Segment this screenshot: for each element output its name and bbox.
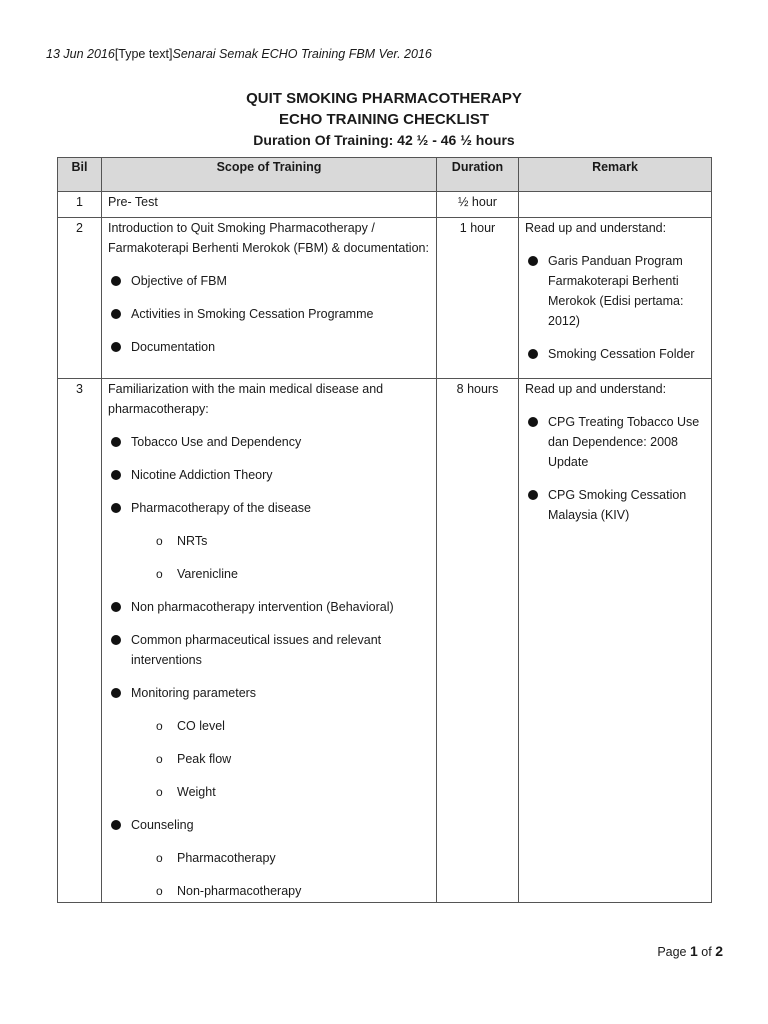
title-line-1: QUIT SMOKING PHARMACOTHERAPY	[246, 90, 522, 107]
list-item: Smoking Cessation Folder	[525, 344, 705, 364]
document-titles	[0, 88, 768, 150]
list-item: Activities in Smoking Cessation Programme	[108, 304, 430, 324]
bullet-icon	[111, 437, 121, 447]
sub-list-item: o NRTs	[108, 531, 430, 551]
table-row	[58, 379, 712, 903]
list-item: Documentation	[108, 337, 430, 357]
list-item: Tobacco Use and Dependency	[108, 432, 430, 452]
remark-cell	[519, 218, 712, 379]
training-duration-title: Duration Of Training: 42 ½ - 46 ½ hours	[253, 132, 515, 148]
bullet-icon	[111, 688, 121, 698]
row-number: 1	[58, 192, 102, 218]
sub-list-item: o Weight	[108, 782, 430, 802]
header-date: 13 Jun 2016	[46, 47, 115, 61]
sub-list-item: o Non-pharmacotherapy	[108, 881, 430, 901]
list-item: Objective of FBM	[108, 271, 430, 291]
page-number: Page 1 of 2	[657, 943, 723, 959]
training-checklist-table	[57, 157, 712, 903]
header-doc-title: Senarai Semak ECHO Training FBM Ver. 2016	[172, 47, 432, 61]
column-header-duration: Duration	[437, 158, 519, 192]
scope-cell	[102, 218, 437, 379]
duration-cell: ½ hour	[437, 192, 519, 218]
list-item: Monitoring parameters	[108, 683, 430, 703]
column-header-scope: Scope of Training	[102, 158, 437, 192]
table-row	[58, 192, 712, 218]
bullet-icon	[111, 503, 121, 513]
list-item: Pharmacotherapy of the disease	[108, 498, 430, 518]
table-row	[58, 218, 712, 379]
list-item: Nicotine Addiction Theory	[108, 465, 430, 485]
bullet-icon	[111, 470, 121, 480]
list-item: Counseling	[108, 815, 430, 835]
remark-cell	[519, 379, 712, 903]
list-item: CPG Treating Tobacco Use dan Dependence: 2008 Update	[525, 412, 705, 472]
title-line-2: ECHO TRAINING CHECKLIST	[279, 111, 489, 128]
row-number: 3	[58, 379, 102, 903]
duration-cell: 8 hours	[437, 379, 519, 903]
bullet-icon	[528, 490, 538, 500]
circle-bullet-icon: o	[156, 752, 163, 766]
circle-bullet-icon: o	[156, 567, 163, 581]
bullet-icon	[111, 635, 121, 645]
column-header-bil: Bil	[58, 158, 102, 192]
circle-bullet-icon: o	[156, 785, 163, 799]
scope-text: Familiarization with the main medical disease and pharmacotherapy:	[108, 382, 384, 416]
scope-text: Introduction to Quit Smoking Pharmacotherapy / Farmakoterapi Berhenti Merokok (FBM) & documentation:	[108, 221, 429, 255]
bullet-icon	[111, 276, 121, 286]
list-item: Non pharmacotherapy intervention (Behavioral)	[108, 597, 430, 617]
total-pages: 2	[715, 943, 723, 959]
list-item: CPG Smoking Cessation Malaysia (KIV)	[525, 485, 705, 525]
column-header-remark: Remark	[519, 158, 712, 192]
sub-list-item: o Pharmacotherapy	[108, 848, 430, 868]
running-header	[46, 47, 432, 61]
circle-bullet-icon: o	[156, 851, 163, 865]
scope-cell	[102, 192, 437, 218]
sub-list-item: o Peak flow	[108, 749, 430, 769]
remark-intro: Read up and understand:	[525, 221, 667, 235]
duration-cell: 1 hour	[437, 218, 519, 379]
header-placeholder: [Type text]	[114, 47, 173, 61]
table-header-row	[58, 158, 712, 192]
bullet-icon	[528, 349, 538, 359]
list-item: Garis Panduan Program Farmakoterapi Berhenti Merokok (Edisi pertama: 2012)	[525, 251, 705, 331]
bullet-icon	[111, 309, 121, 319]
bullet-icon	[528, 256, 538, 266]
current-page: 1	[690, 943, 698, 959]
bullet-icon	[111, 342, 121, 352]
sub-list-item: o CO level	[108, 716, 430, 736]
bullet-icon	[528, 417, 538, 427]
remark-cell	[519, 192, 712, 218]
remark-intro: Read up and understand:	[525, 382, 667, 396]
scope-cell	[102, 379, 437, 903]
circle-bullet-icon: o	[156, 719, 163, 733]
circle-bullet-icon: o	[156, 884, 163, 898]
row-number: 2	[58, 218, 102, 379]
scope-text: Pre- Test	[108, 195, 158, 209]
bullet-icon	[111, 602, 121, 612]
circle-bullet-icon: o	[156, 534, 163, 548]
bullet-icon	[111, 820, 121, 830]
list-item: Common pharmaceutical issues and relevant interventions	[108, 630, 430, 670]
sub-list-item: o Varenicline	[108, 564, 430, 584]
